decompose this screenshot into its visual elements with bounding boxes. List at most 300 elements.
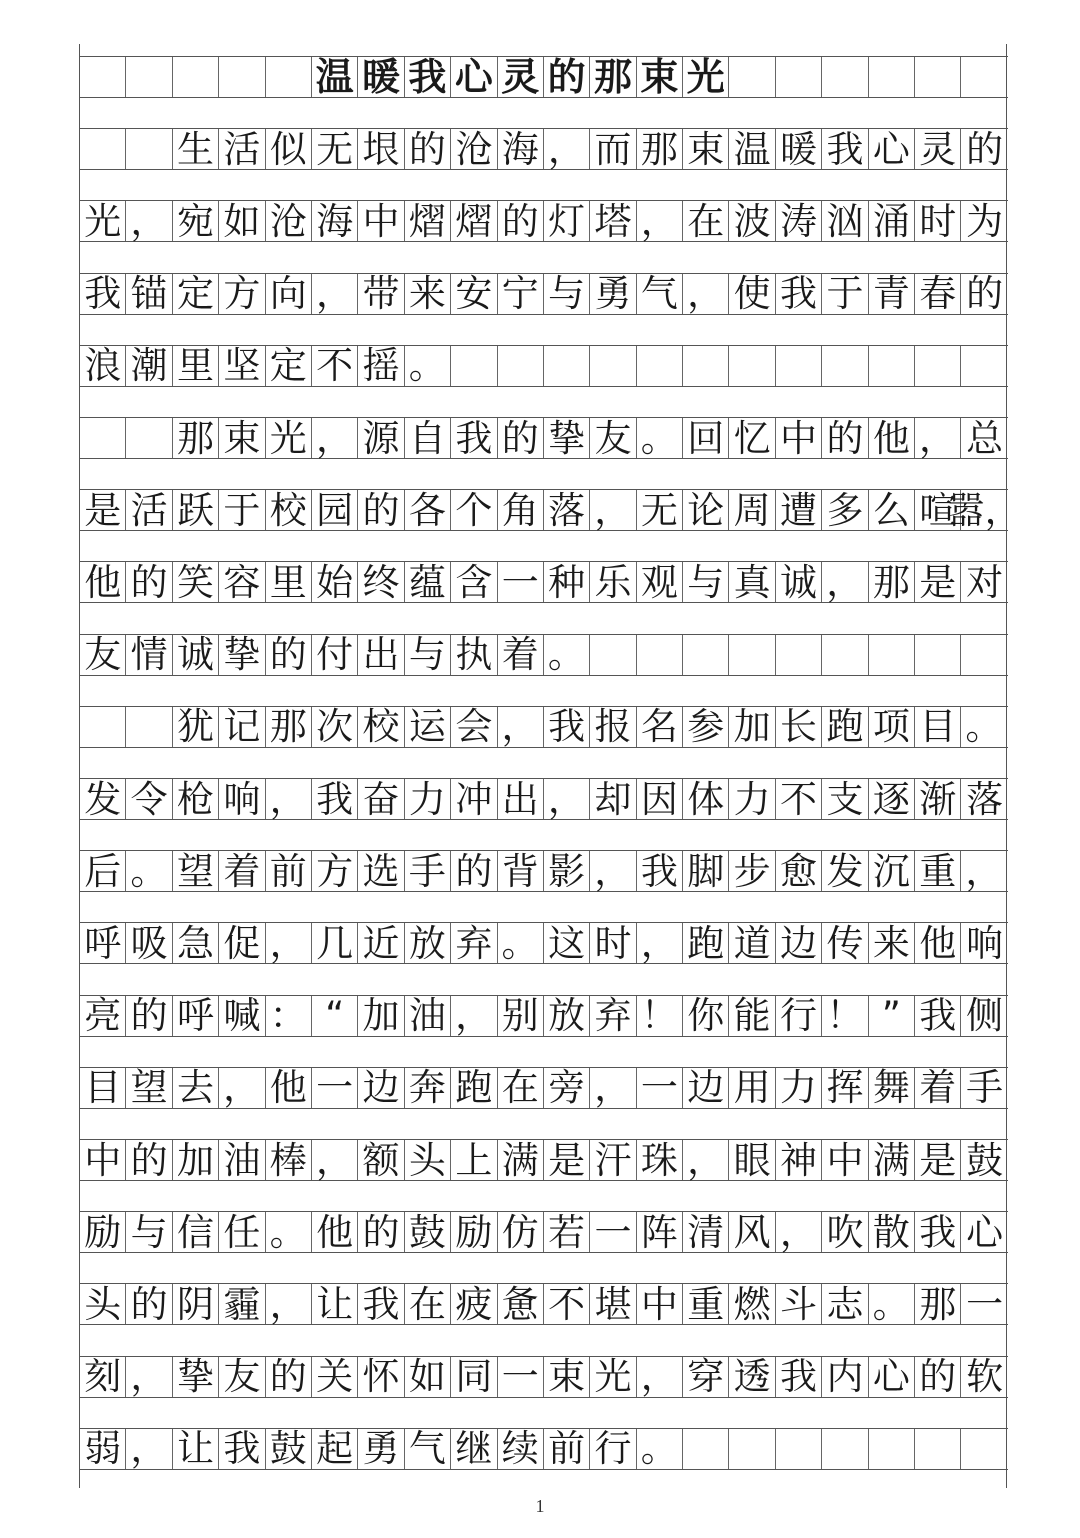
text-row <box>80 1356 1008 1398</box>
grid-cell: 周 <box>729 490 775 530</box>
grid-cell: 情 <box>126 635 172 675</box>
grid-cell: 中 <box>776 418 822 458</box>
grid-cell: 他 <box>915 923 961 963</box>
grid-cell: 似 <box>266 129 312 169</box>
grid-cell: 中 <box>80 1140 126 1180</box>
grid-cell: 。 <box>637 1429 683 1469</box>
grid-cell: 参 <box>683 707 729 747</box>
grid-cell: 与 <box>683 562 729 602</box>
grid-cell: 透 <box>729 1357 775 1397</box>
grid-cell: 心 <box>451 57 497 97</box>
grid-cell: 放 <box>544 996 590 1036</box>
grid-cell: 友 <box>80 635 126 675</box>
grid-cell: 里 <box>266 562 312 602</box>
grid-cell: 你 <box>683 996 729 1036</box>
text-row <box>80 345 1008 387</box>
grid-cell: 定 <box>173 274 219 314</box>
text-row <box>80 850 1008 892</box>
grid-cell: 向 <box>266 274 312 314</box>
grid-cell: 种 <box>544 562 590 602</box>
grid-cell: 因 <box>637 779 683 819</box>
grid-cell: 行 <box>590 1429 636 1469</box>
grid-cell: 汹 <box>822 201 868 241</box>
grid-cell: 。 <box>869 1284 915 1324</box>
grid-cell: ， <box>126 1357 172 1397</box>
grid-cell: 暖 <box>358 57 404 97</box>
text-row <box>80 1067 1008 1109</box>
grid-cell: 时 <box>590 923 636 963</box>
grid-cell: 神 <box>776 1140 822 1180</box>
grid-cell <box>683 346 729 386</box>
grid-cell: 冲 <box>451 779 497 819</box>
grid-cell: 海 <box>498 129 544 169</box>
grid-cell: ， <box>544 129 590 169</box>
grid-cell: 诚 <box>173 635 219 675</box>
grid-cell: 喧 <box>915 490 961 530</box>
grid-cell: 侧 <box>966 994 1004 1038</box>
grid-cell: 呼 <box>173 996 219 1036</box>
grid-cell: ， <box>637 923 683 963</box>
grid-cell: 含 <box>451 562 497 602</box>
grid-cell: 中 <box>822 1140 868 1180</box>
grid-cell: ， <box>544 779 590 819</box>
grid-cell: 我 <box>544 707 590 747</box>
grid-cell: 重 <box>683 1284 729 1324</box>
grid-cell: 。 <box>544 635 590 675</box>
text-row <box>80 995 1008 1037</box>
grid-cell: 于 <box>822 274 868 314</box>
grid-cell: 发 <box>80 779 126 819</box>
grid-cell: 灵 <box>498 57 544 97</box>
grid-cell: 青 <box>869 274 915 314</box>
grid-cell: 枪 <box>173 779 219 819</box>
grid-cell: 会 <box>451 707 497 747</box>
grid-cell: ， <box>266 779 312 819</box>
grid-cell: 无 <box>312 129 358 169</box>
grid-cell: 油 <box>405 996 451 1036</box>
grid-cell: 的 <box>126 996 172 1036</box>
grid-cell: 温 <box>312 57 358 97</box>
grid-cell: 各 <box>405 490 451 530</box>
grid-cell: 诚 <box>776 562 822 602</box>
grid-cell: 能 <box>729 996 775 1036</box>
grid-cell: 的 <box>498 201 544 241</box>
grid-cell: 光 <box>266 418 312 458</box>
grid-cell: 无 <box>637 490 683 530</box>
grid-cell: 在 <box>683 201 729 241</box>
manuscript-grid-sheet <box>79 44 1022 1488</box>
grid-cell: 我 <box>451 418 497 458</box>
grid-cell: 是 <box>915 1140 961 1180</box>
grid-cell <box>544 346 590 386</box>
grid-cell: 。 <box>266 1212 312 1252</box>
grid-cell: 旁 <box>544 1068 590 1108</box>
grid-cell: 后 <box>80 851 126 891</box>
grid-cell <box>126 129 172 169</box>
grid-cell: ” <box>869 996 915 1036</box>
grid-cell: ！ <box>822 996 868 1036</box>
grid-cell: 急 <box>173 923 219 963</box>
grid-cell: 励 <box>451 1212 497 1252</box>
grid-cell <box>683 635 729 675</box>
grid-cell: 不 <box>544 1284 590 1324</box>
grid-cell: 续 <box>498 1429 544 1469</box>
grid-cell: 继 <box>451 1429 497 1469</box>
grid-cell: 我 <box>312 779 358 819</box>
grid-cell <box>126 707 172 747</box>
grid-cell: 散 <box>869 1212 915 1252</box>
grid-cell: 友 <box>590 418 636 458</box>
grid-cell <box>590 635 636 675</box>
grid-cell: 我 <box>405 57 451 97</box>
grid-cell <box>80 418 126 458</box>
grid-cell: 束 <box>544 1357 590 1397</box>
grid-cell: 一 <box>637 1068 683 1108</box>
grid-cell <box>915 57 961 97</box>
grid-cell: 源 <box>358 418 404 458</box>
grid-cell <box>80 707 126 747</box>
grid-cell: 。 <box>637 418 683 458</box>
grid-cell: 友 <box>219 1357 265 1397</box>
grid-cell: 灯 <box>544 201 590 241</box>
grid-cell: 活 <box>219 129 265 169</box>
grid-cell <box>961 57 1007 97</box>
grid-cell: 。 <box>498 923 544 963</box>
grid-cell: 光 <box>590 1357 636 1397</box>
text-row <box>80 1139 1008 1181</box>
grid-cell: 我 <box>915 1212 961 1252</box>
grid-cell: 那 <box>590 57 636 97</box>
grid-cell: 勇 <box>590 274 636 314</box>
grid-cell <box>126 57 172 97</box>
grid-cell: 传 <box>822 923 868 963</box>
grid-cell: 塔 <box>590 201 636 241</box>
grid-cell: 角 <box>498 490 544 530</box>
grid-cell: 在 <box>405 1284 451 1324</box>
grid-cell: 一 <box>498 1357 544 1397</box>
grid-cell <box>126 418 172 458</box>
grid-cell: 波 <box>729 201 775 241</box>
grid-cell: ， <box>266 923 312 963</box>
grid-cell: 光 <box>683 57 729 97</box>
grid-cell: 而 <box>590 129 636 169</box>
grid-cell: 鼓 <box>266 1429 312 1469</box>
grid-cell: 跑 <box>683 923 729 963</box>
grid-cell: ， <box>451 996 497 1036</box>
grid-cell <box>498 346 544 386</box>
grid-cell: 那 <box>637 129 683 169</box>
grid-cell: 头 <box>405 1140 451 1180</box>
grid-cell: 信 <box>173 1212 219 1252</box>
grid-cell: 不 <box>312 346 358 386</box>
grid-cell: 那 <box>266 707 312 747</box>
grid-cell: 气 <box>405 1429 451 1469</box>
grid-cell: 的 <box>126 1284 172 1324</box>
grid-cell: 关 <box>312 1357 358 1397</box>
grid-cell: 他 <box>80 562 126 602</box>
grid-cell: ， <box>126 201 172 241</box>
grid-cell <box>961 635 1007 675</box>
grid-cell: 我 <box>776 274 822 314</box>
grid-cell: ， <box>822 562 868 602</box>
grid-cell <box>776 635 822 675</box>
grid-cell: 珠 <box>637 1140 683 1180</box>
grid-cell: 几 <box>312 923 358 963</box>
grid-cell: 挥 <box>822 1068 868 1108</box>
grid-cell: 让 <box>173 1429 219 1469</box>
grid-cell: 付 <box>312 635 358 675</box>
grid-cell: 与 <box>544 274 590 314</box>
grid-cell: 挚 <box>219 635 265 675</box>
grid-cell: 的 <box>498 418 544 458</box>
grid-cell: 这 <box>544 923 590 963</box>
grid-cell: 着 <box>219 851 265 891</box>
grid-cell: 他 <box>266 1068 312 1108</box>
grid-cell: 别 <box>498 996 544 1036</box>
grid-cell: 我 <box>219 1429 265 1469</box>
grid-cell: 让 <box>312 1284 358 1324</box>
grid-cell: ， <box>590 1068 636 1108</box>
text-row <box>80 1283 1008 1325</box>
grid-cell <box>729 346 775 386</box>
grid-cell: 穿 <box>683 1357 729 1397</box>
text-row <box>80 128 1008 170</box>
text-row <box>80 1428 1008 1470</box>
grid-cell: 蕴 <box>405 562 451 602</box>
grid-cell: 跃 <box>173 490 219 530</box>
grid-cell: 手 <box>405 851 451 891</box>
grid-cell <box>219 57 265 97</box>
grid-cell: 多 <box>822 490 868 530</box>
grid-cell: 的 <box>126 1140 172 1180</box>
grid-cell: ， <box>266 1284 312 1324</box>
grid-cell: 跑 <box>451 1068 497 1108</box>
grid-cell: 风 <box>729 1212 775 1252</box>
page-number: 1 <box>535 1496 545 1516</box>
grid-cell: 影 <box>544 851 590 891</box>
grid-cell <box>776 346 822 386</box>
grid-cell <box>637 635 683 675</box>
grid-cell: 活 <box>126 490 172 530</box>
grid-cell: 垠 <box>358 129 404 169</box>
grid-cell: 。 <box>965 705 1003 749</box>
grid-cell: 里 <box>173 346 219 386</box>
grid-cell: 的 <box>966 127 1004 171</box>
grid-cell: 步 <box>729 851 775 891</box>
text-row <box>80 706 1008 748</box>
grid-cell: 宁 <box>498 274 544 314</box>
grid-cell: 手 <box>966 1066 1004 1110</box>
grid-cell: 软 <box>966 1355 1004 1399</box>
grid-cell: 光 <box>80 201 126 241</box>
grid-cell: 于 <box>219 490 265 530</box>
grid-cell: 起 <box>312 1429 358 1469</box>
grid-cell: 暖 <box>776 129 822 169</box>
grid-cell: 园 <box>312 490 358 530</box>
grid-cell: 油 <box>219 1140 265 1180</box>
grid-cell: 总 <box>966 416 1004 460</box>
grid-cell: 浪 <box>80 346 126 386</box>
text-row <box>80 417 1008 459</box>
grid-cell: 目 <box>80 1068 126 1108</box>
grid-cell: ： <box>266 996 312 1036</box>
grid-cell: ， <box>126 1429 172 1469</box>
grid-cell: 熠 <box>451 201 497 241</box>
grid-cell: ， <box>637 201 683 241</box>
grid-cell: 的 <box>822 418 868 458</box>
grid-cell: 霾 <box>219 1284 265 1324</box>
grid-cell: 发 <box>822 851 868 891</box>
grid-cell <box>915 635 961 675</box>
grid-cell: 背 <box>498 851 544 891</box>
grid-cell: 气 <box>637 274 683 314</box>
grid-cell: 沉 <box>869 851 915 891</box>
grid-cell: ， <box>498 707 544 747</box>
grid-cell: 加 <box>729 707 775 747</box>
grid-cell: ， <box>590 851 636 891</box>
grid-cell: 锚 <box>126 274 172 314</box>
grid-cell: 一 <box>966 1282 1004 1326</box>
grid-cell: 却 <box>590 779 636 819</box>
grid-cell: 疲 <box>451 1284 497 1324</box>
grid-cell: 带 <box>358 274 404 314</box>
grid-cell: 挚 <box>173 1357 219 1397</box>
grid-cell <box>683 1429 729 1469</box>
grid-cell: 阴 <box>173 1284 219 1324</box>
grid-cell <box>869 57 915 97</box>
grid-cell: 出 <box>498 779 544 819</box>
grid-cell <box>915 1429 961 1469</box>
grid-cell: 近 <box>358 923 404 963</box>
grid-cell: 乐 <box>590 562 636 602</box>
grid-cell: 力 <box>729 779 775 819</box>
grid-cell <box>173 57 219 97</box>
grid-cell: 内 <box>822 1357 868 1397</box>
grid-cell: 体 <box>683 779 729 819</box>
grid-cell: 回 <box>683 418 729 458</box>
text-row <box>80 1211 1008 1253</box>
grid-cell: 笑 <box>173 562 219 602</box>
grid-cell: 吸 <box>126 923 172 963</box>
grid-cell: 头 <box>80 1284 126 1324</box>
grid-cell: 重 <box>915 851 961 891</box>
grid-cell: 令 <box>126 779 172 819</box>
grid-cell: 生 <box>173 129 219 169</box>
grid-cell <box>822 1429 868 1469</box>
grid-cell: 与 <box>405 635 451 675</box>
grid-cell: 温 <box>729 129 775 169</box>
grid-cell: 与 <box>126 1212 172 1252</box>
grid-cell: 奋 <box>358 779 404 819</box>
grid-cell: 仿 <box>498 1212 544 1252</box>
grid-cell: 次 <box>312 707 358 747</box>
grid-cell: 他 <box>312 1212 358 1252</box>
grid-cell <box>729 635 775 675</box>
grid-cell: 的 <box>126 562 172 602</box>
grid-cell: 终 <box>358 562 404 602</box>
grid-cell: 他 <box>869 418 915 458</box>
grid-cell: 项 <box>869 707 915 747</box>
grid-cell: 落 <box>966 777 1004 821</box>
grid-cell: 出 <box>358 635 404 675</box>
grid-cell: 吹 <box>822 1212 868 1252</box>
grid-cell: 的 <box>915 1357 961 1397</box>
grid-cell: 为 <box>966 199 1004 243</box>
grid-cell: 边 <box>683 1068 729 1108</box>
grid-cell: 心 <box>966 1210 1004 1254</box>
grid-cell: 嚣， <box>947 488 1022 532</box>
grid-cell: 一 <box>590 1212 636 1252</box>
grid-cell: 弃 <box>451 923 497 963</box>
grid-cell: 的 <box>405 129 451 169</box>
grid-cell: 潮 <box>126 346 172 386</box>
grid-cell: 的 <box>451 851 497 891</box>
grid-cell: 舞 <box>869 1068 915 1108</box>
grid-cell: ， <box>590 490 636 530</box>
grid-cell <box>869 1429 915 1469</box>
grid-cell: 是 <box>544 1140 590 1180</box>
grid-cell: 励 <box>80 1212 126 1252</box>
grid-cell <box>822 635 868 675</box>
grid-cell: 的 <box>266 1357 312 1397</box>
grid-cell <box>822 346 868 386</box>
grid-cell: 在 <box>498 1068 544 1108</box>
grid-cell: 的 <box>544 57 590 97</box>
grid-cell: 任 <box>219 1212 265 1252</box>
grid-cell: 奔 <box>405 1068 451 1108</box>
grid-cell: 束 <box>219 418 265 458</box>
grid-cell: 执 <box>451 635 497 675</box>
grid-cell: 加 <box>358 996 404 1036</box>
grid-cell: 方 <box>219 274 265 314</box>
grid-cell: 边 <box>358 1068 404 1108</box>
grid-cell: ， <box>312 1140 358 1180</box>
grid-cell: 渐 <box>915 779 961 819</box>
grid-cell: 落 <box>544 490 590 530</box>
grid-cell <box>869 346 915 386</box>
grid-cell: 熠 <box>405 201 451 241</box>
grid-cell: 我 <box>358 1284 404 1324</box>
grid-cell: 脚 <box>683 851 729 891</box>
grid-cell: 力 <box>405 779 451 819</box>
grid-cell: 清 <box>683 1212 729 1252</box>
grid-cell: 目 <box>915 707 961 747</box>
grid-cell: 中 <box>358 201 404 241</box>
grid-cell: 堪 <box>590 1284 636 1324</box>
grid-cell: ， <box>915 418 961 458</box>
grid-cell: 亮 <box>80 996 126 1036</box>
grid-cell: 那 <box>869 562 915 602</box>
grid-cell: 一 <box>498 562 544 602</box>
grid-cell: “ <box>312 996 358 1036</box>
grid-cell: 呼 <box>80 923 126 963</box>
grid-cell: 束 <box>637 57 683 97</box>
grid-cell: 海 <box>312 201 358 241</box>
grid-cell: 摇 <box>358 346 404 386</box>
grid-cell: 沧 <box>266 201 312 241</box>
grid-cell: 怀 <box>358 1357 404 1397</box>
grid-cell: ， <box>312 418 358 458</box>
grid-cell: 我 <box>915 996 961 1036</box>
grid-cell: 燃 <box>729 1284 775 1324</box>
grid-cell: 响 <box>966 921 1004 965</box>
grid-cell <box>590 346 636 386</box>
grid-cell <box>266 57 312 97</box>
grid-cell: 我 <box>80 274 126 314</box>
grid-cell: 我 <box>776 1357 822 1397</box>
grid-cell: 灵 <box>915 129 961 169</box>
grid-cell: 挚 <box>544 418 590 458</box>
